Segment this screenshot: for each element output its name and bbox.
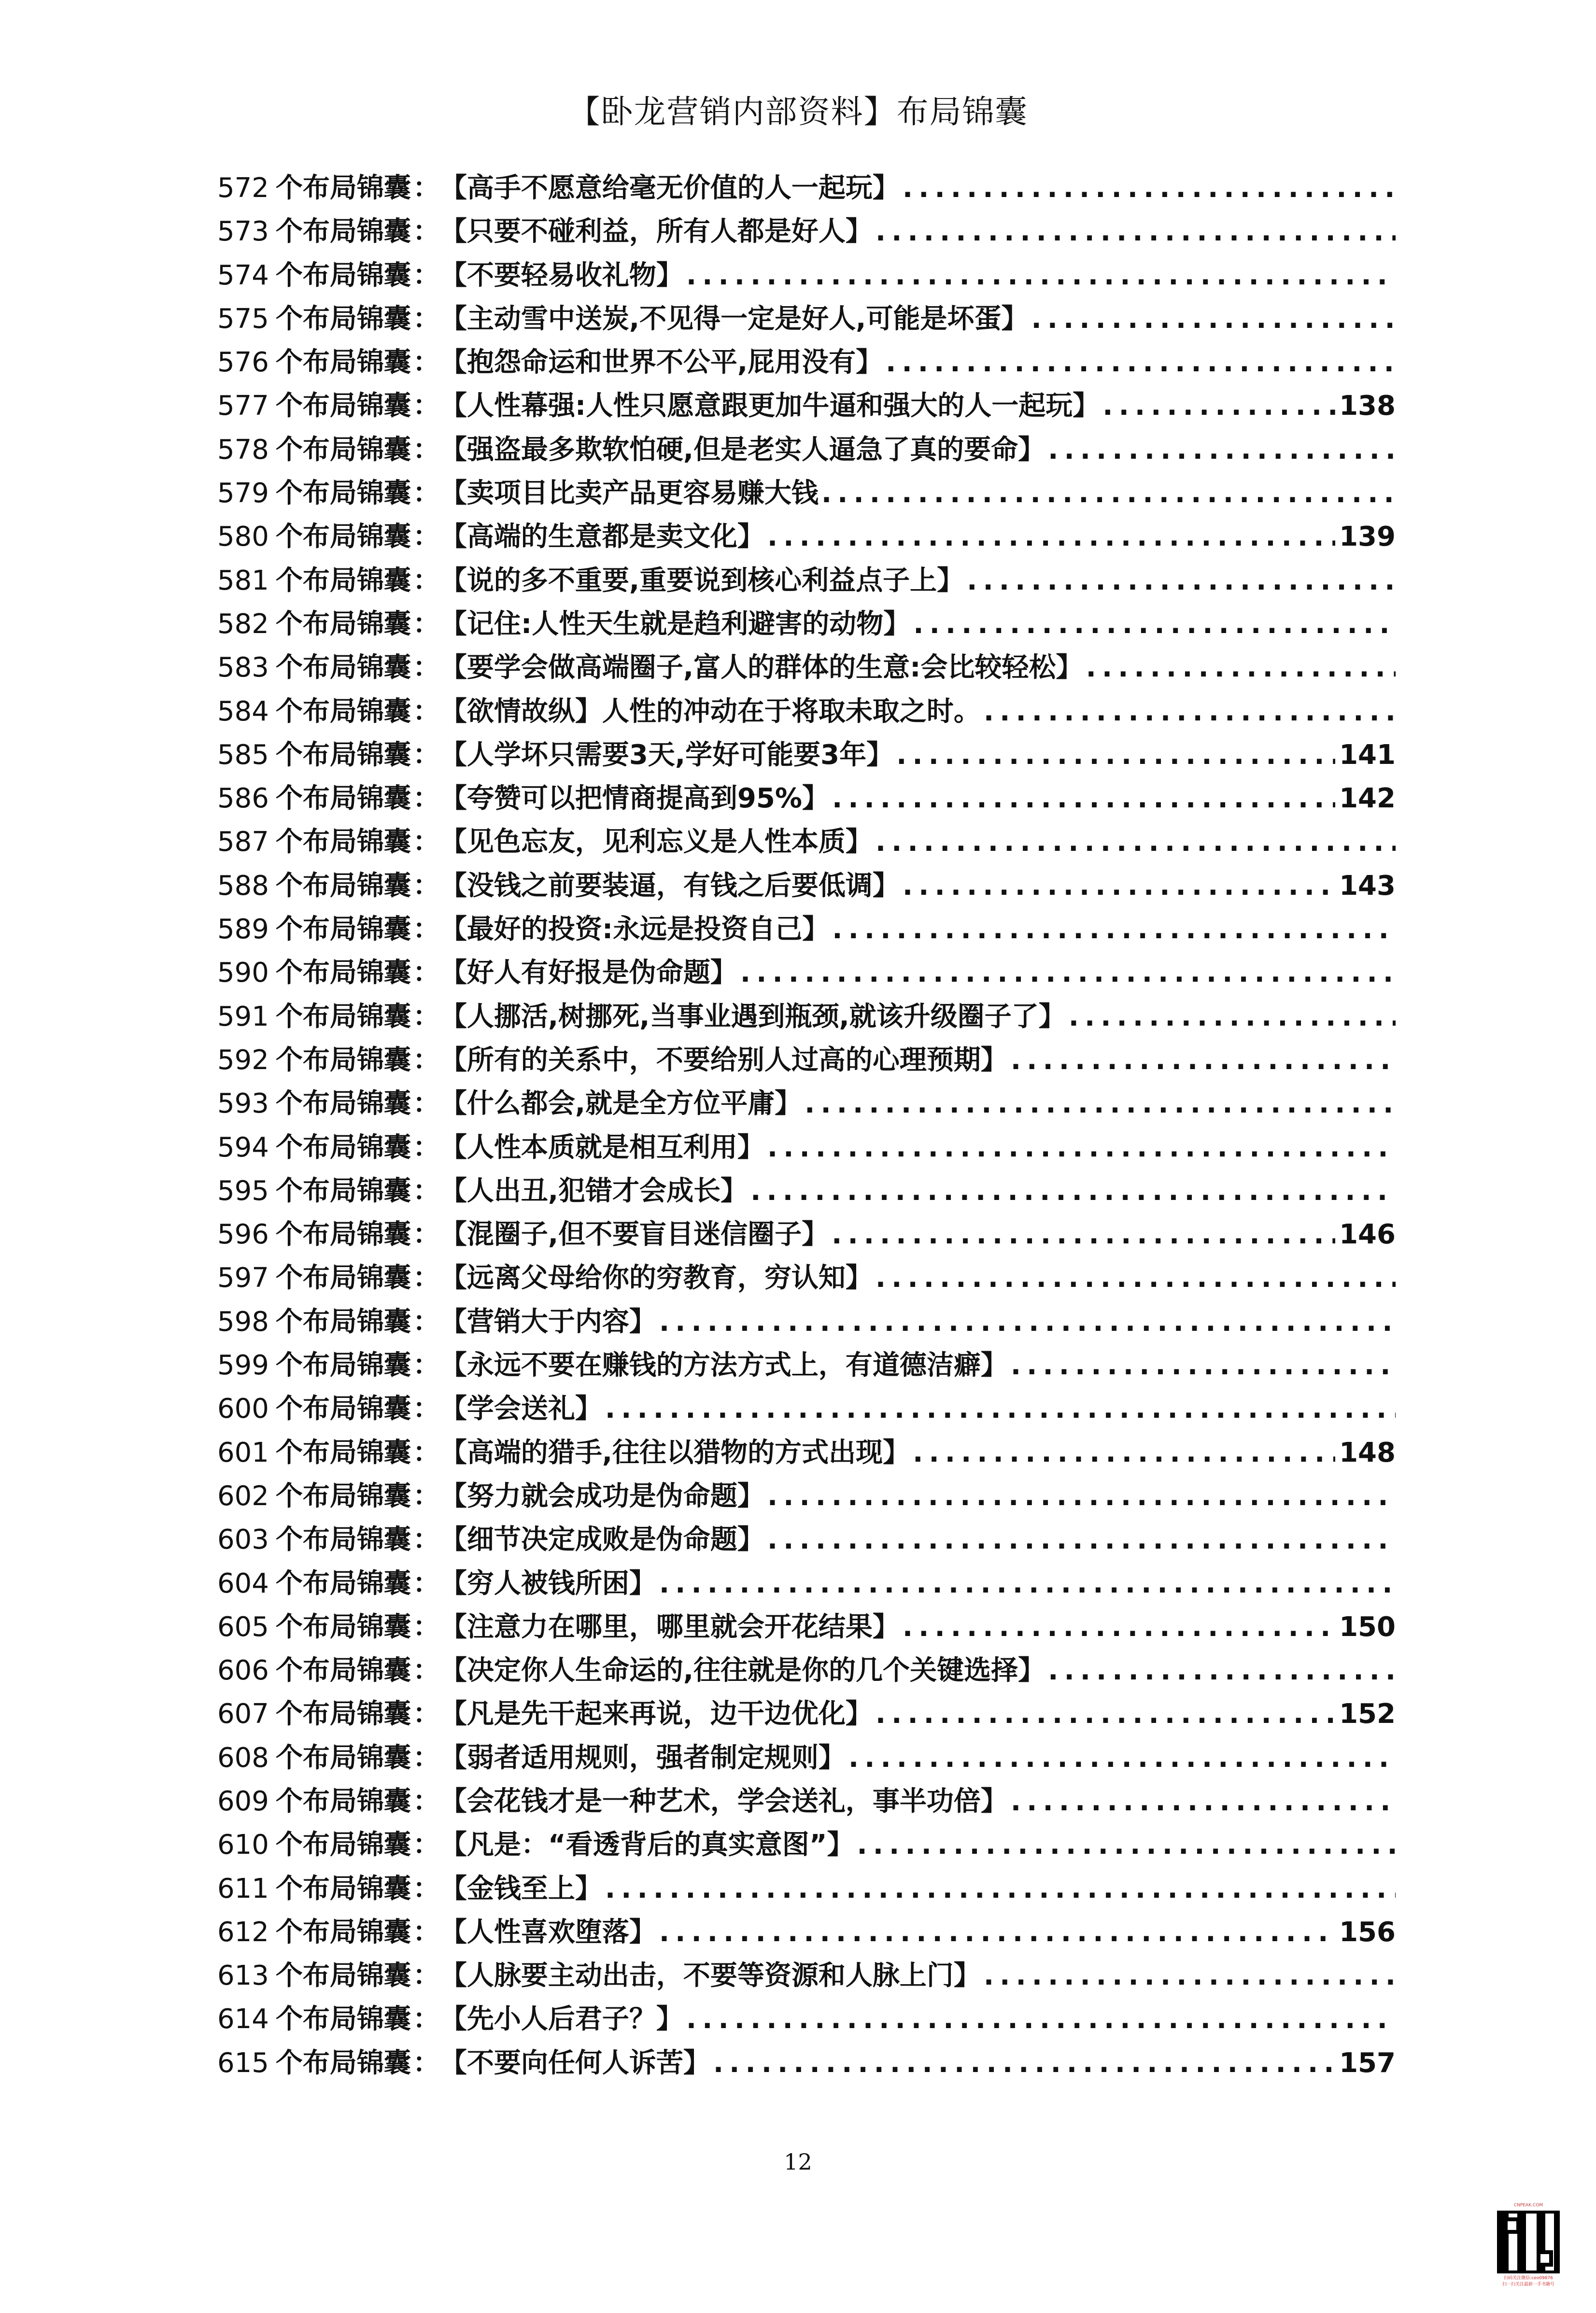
- toc-entry-number: 585: [217, 739, 269, 771]
- toc-entry-title: 【人挪活,树挪死,当事业遇到瓶颈,就该升级圈子了】: [439, 1001, 1066, 1032]
- toc-dot-leader: [767, 1475, 1396, 1518]
- toc-entry-page: 157: [1339, 2047, 1396, 2079]
- toc-entry-number: 611: [217, 1873, 269, 1904]
- toc-entry-label: 个布局锦囊: [275, 2047, 411, 2079]
- toc-dot-leader: [1011, 1780, 1396, 1823]
- toc-entry-label: 个布局锦囊: [275, 1088, 411, 1120]
- toc-entry-separator: ：: [412, 1480, 440, 1512]
- toc-entry-separator: ：: [412, 1698, 440, 1730]
- toc-entry-number: 612: [217, 1916, 269, 1948]
- toc-entry-title: 【人学坏只需要3天,学好可能要3年】: [439, 739, 894, 771]
- toc-entry-label: 个布局锦囊: [275, 826, 411, 858]
- toc-entry-number: 590: [217, 957, 269, 989]
- toc-entry-title: 【永远不要在赚钱的方法方式上，有道德洁癖】: [439, 1350, 1008, 1382]
- toc-entry: [217, 1256, 1396, 1300]
- toc-dot-leader: [984, 1954, 1396, 1998]
- toc-entry-number: 583: [217, 652, 269, 684]
- toc-entry: [217, 1911, 1396, 1954]
- toc-dot-leader: [1031, 297, 1396, 341]
- toc-entry-label: 个布局锦囊: [275, 957, 411, 989]
- toc-entry-title: 【强盗最多欺软怕硬,但是老实人逼急了真的要命】: [439, 434, 1045, 465]
- toc-entry: [217, 428, 1396, 472]
- toc-entry-separator: ：: [412, 1611, 440, 1643]
- toc-entry: [217, 1170, 1396, 1213]
- toc-dot-leader: [605, 1387, 1396, 1431]
- toc-entry: [217, 1736, 1396, 1780]
- toc-entry-title: 【欲情故纵】人性的冲动在于将取未取之时。: [439, 695, 981, 727]
- toc-entry-number: 599: [217, 1350, 269, 1382]
- toc-entry-separator: ：: [412, 739, 440, 771]
- toc-dot-leader: [686, 254, 1396, 297]
- toc-entry-label: 个布局锦囊: [275, 1437, 411, 1468]
- toc-entry-label: 个布局锦囊: [275, 1785, 411, 1817]
- toc-entry-title: 【没钱之前要装逼，有钱之后要低调】: [439, 870, 900, 902]
- toc-entry-title: 【抱怨命运和世界不公平,屁用没有】: [439, 347, 883, 379]
- table-of-contents: [217, 167, 1396, 2085]
- toc-entry: [217, 1998, 1396, 2041]
- toc-entry-separator: ：: [412, 347, 440, 379]
- toc-entry-separator: ：: [412, 521, 440, 553]
- toc-dot-leader: [832, 1213, 1335, 1256]
- toc-entry-title: 【凡是先干起来再说，边干边优化】: [439, 1698, 873, 1730]
- toc-entry-title: 【细节决定成败是伪命题】: [439, 1524, 764, 1556]
- toc-entry-number: 609: [217, 1785, 269, 1817]
- toc-entry-separator: ：: [412, 2047, 440, 2079]
- toc-entry-label: 个布局锦囊: [275, 870, 411, 902]
- toc-entry-separator: ：: [412, 1960, 440, 1992]
- toc-entry: [217, 1344, 1396, 1387]
- toc-entry-title: 【高手不愿意给毫无价值的人一起玩】: [439, 172, 900, 204]
- toc-entry-separator: ：: [412, 1219, 440, 1251]
- toc-entry: [217, 1300, 1396, 1344]
- toc-entry: [217, 1431, 1396, 1475]
- qr-code-block: [1487, 2202, 1569, 2288]
- toc-entry-label: 个布局锦囊: [275, 1175, 411, 1207]
- toc-entry-number: 586: [217, 783, 269, 815]
- toc-entry-number: 615: [217, 2047, 269, 2079]
- toc-dot-leader: [767, 1518, 1396, 1562]
- toc-entry-number: 596: [217, 1219, 269, 1251]
- toc-entry-separator: ：: [412, 1262, 440, 1294]
- toc-entry: [217, 1082, 1396, 1126]
- toc-entry-title: 【弱者适用规则，强者制定规则】: [439, 1742, 846, 1774]
- toc-entry-number: 589: [217, 914, 269, 945]
- page-header: 【卧龙营销内部资料】布局锦囊: [568, 93, 1028, 130]
- toc-entry-separator: ：: [412, 1175, 440, 1207]
- toc-entry-title: 【卖项目比卖产品更容易赚大钱: [439, 478, 819, 509]
- toc-entry-title: 【人脉要主动出击，不要等资源和人脉上门】: [439, 1960, 981, 1992]
- toc-entry: [217, 1780, 1396, 1823]
- toc-entry-separator: ：: [412, 1001, 440, 1032]
- toc-entry-number: 595: [217, 1175, 269, 1207]
- toc-entry-separator: ：: [412, 870, 440, 902]
- toc-entry-separator: ：: [412, 1350, 440, 1382]
- toc-dot-leader: [750, 1170, 1396, 1213]
- toc-entry-label: 个布局锦囊: [275, 1306, 411, 1338]
- toc-dot-leader: [903, 1606, 1335, 1649]
- toc-entry-page: 139: [1339, 521, 1396, 553]
- toc-entry-page: 138: [1339, 390, 1396, 422]
- toc-entry-title: 【金钱至上】: [439, 1873, 602, 1904]
- toc-entry-title: 【努力就会成功是伪命题】: [439, 1480, 764, 1512]
- toc-entry-label: 个布局锦囊: [275, 1001, 411, 1032]
- toc-entry-number: 602: [217, 1480, 269, 1512]
- toc-dot-leader: [1069, 995, 1396, 1039]
- toc-entry: [217, 167, 1396, 210]
- toc-dot-leader: [1011, 1344, 1396, 1387]
- toc-entry: [217, 951, 1396, 995]
- toc-entry-page: 150: [1339, 1611, 1396, 1643]
- toc-entry: [217, 559, 1396, 603]
- toc-entry-separator: ：: [412, 1873, 440, 1904]
- toc-dot-leader: [1048, 428, 1396, 472]
- toc-dot-leader: [659, 1300, 1396, 1344]
- toc-entry-title: 【注意力在哪里，哪里就会开花结果】: [439, 1611, 900, 1643]
- toc-entry-separator: ：: [412, 564, 440, 596]
- toc-entry-number: 579: [217, 478, 269, 509]
- toc-entry-number: 580: [217, 521, 269, 553]
- toc-entry-separator: ：: [412, 216, 440, 248]
- toc-entry-number: 607: [217, 1698, 269, 1730]
- toc-entry-number: 604: [217, 1567, 269, 1599]
- qr-site-label: CNPEAK.COM: [1513, 2203, 1543, 2208]
- toc-entry-title: 【说的多不重要,重要说到核心利益点子上】: [439, 564, 964, 596]
- toc-entry: [217, 210, 1396, 254]
- toc-entry-number: 577: [217, 390, 269, 422]
- toc-entry-label: 个布局锦囊: [275, 652, 411, 684]
- toc-dot-leader: [967, 559, 1396, 603]
- toc-dot-leader: [876, 1256, 1396, 1300]
- toc-entry-number: 575: [217, 303, 269, 335]
- toc-entry-page: 142: [1339, 783, 1396, 815]
- toc-entry-number: 606: [217, 1655, 269, 1687]
- toc-entry: [217, 254, 1396, 297]
- toc-entry: [217, 472, 1396, 515]
- toc-entry-label: 个布局锦囊: [275, 1524, 411, 1556]
- toc-dot-leader: [686, 1998, 1396, 2041]
- toc-entry-label: 个布局锦囊: [275, 2003, 411, 2035]
- toc-entry: [217, 1475, 1396, 1518]
- toc-entry-label: 个布局锦囊: [275, 1044, 411, 1076]
- toc-entry-title: 【什么都会,就是全方位平庸】: [439, 1088, 802, 1120]
- toc-entry: [217, 995, 1396, 1039]
- toc-entry: [217, 1867, 1396, 1911]
- toc-entry-number: 614: [217, 2003, 269, 2035]
- toc-entry-title: 【远离父母给你的穷教育，穷认知】: [439, 1262, 873, 1294]
- toc-entry-separator: ：: [412, 1655, 440, 1687]
- toc-entry-label: 个布局锦囊: [275, 1480, 411, 1512]
- toc-entry: [217, 1213, 1396, 1256]
- toc-entry: [217, 646, 1396, 690]
- toc-dot-leader: [903, 864, 1335, 908]
- toc-entry-separator: ：: [412, 1524, 440, 1556]
- toc-entry-title: 【凡是：“看透背后的真实意图”】: [439, 1829, 854, 1861]
- toc-entry-label: 个布局锦囊: [275, 1916, 411, 1948]
- toc-entry-title: 【人性喜欢堕落】: [439, 1916, 656, 1948]
- toc-entry-label: 个布局锦囊: [275, 1219, 411, 1251]
- toc-entry-label: 个布局锦囊: [275, 914, 411, 945]
- toc-dot-leader: [767, 1126, 1396, 1170]
- toc-entry-page: 148: [1339, 1437, 1396, 1468]
- toc-entry-number: 594: [217, 1131, 269, 1163]
- toc-entry-number: 603: [217, 1524, 269, 1556]
- toc-dot-leader: [896, 733, 1335, 777]
- toc-entry-label: 个布局锦囊: [275, 1611, 411, 1643]
- toc-entry-separator: ：: [412, 1916, 440, 1948]
- toc-entry-separator: ：: [412, 1393, 440, 1425]
- toc-entry: [217, 1954, 1396, 1998]
- toc-entry-title: 【人性幕强:人性只愿意跟更加牛逼和强大的人一起玩】: [439, 390, 1100, 422]
- toc-entry-title: 【人出丑,犯错才会成长】: [439, 1175, 748, 1207]
- toc-entry-page: 146: [1339, 1219, 1396, 1251]
- toc-dot-leader: [832, 908, 1396, 951]
- toc-entry-number: 605: [217, 1611, 269, 1643]
- toc-entry-label: 个布局锦囊: [275, 1350, 411, 1382]
- toc-entry: [217, 1039, 1396, 1082]
- toc-entry-label: 个布局锦囊: [275, 1655, 411, 1687]
- toc-entry-page: 141: [1339, 739, 1396, 771]
- toc-entry-number: 574: [217, 259, 269, 291]
- toc-entry-title: 【不要向任何人诉苦】: [439, 2047, 710, 2079]
- toc-dot-leader: [1102, 384, 1335, 428]
- toc-entry-title: 【决定你人生命运的,往往就是你的几个关键选择】: [439, 1655, 1045, 1687]
- toc-entry-separator: ：: [412, 1088, 440, 1120]
- toc-entry-title: 【最好的投资:永远是投资自己】: [439, 914, 830, 945]
- toc-entry-label: 个布局锦囊: [275, 521, 411, 553]
- toc-entry: [217, 2042, 1396, 2085]
- toc-entry-label: 个布局锦囊: [275, 608, 411, 640]
- toc-entry-number: 584: [217, 695, 269, 727]
- toc-entry-page: 156: [1339, 1916, 1396, 1948]
- toc-entry-title: 【要学会做高端圈子,富人的群体的生意:会比较轻松】: [439, 652, 1083, 684]
- toc-entry-title: 【不要轻易收礼物】: [439, 259, 683, 291]
- toc-entry: [217, 820, 1396, 864]
- toc-entry-label: 个布局锦囊: [275, 434, 411, 465]
- toc-entry-separator: ：: [412, 1785, 440, 1817]
- toc-dot-leader: [876, 210, 1396, 254]
- toc-entry-title: 【混圈子,但不要盲目迷信圈子】: [439, 1219, 829, 1251]
- toc-dot-leader: [713, 2042, 1335, 2085]
- toc-entry-label: 个布局锦囊: [275, 695, 411, 727]
- toc-dot-leader: [1011, 1039, 1396, 1082]
- toc-entry-separator: ：: [412, 608, 440, 640]
- toc-entry-title: 【穷人被钱所困】: [439, 1567, 656, 1599]
- toc-entry-number: 576: [217, 347, 269, 379]
- toc-dot-leader: [767, 515, 1335, 559]
- toc-entry-label: 个布局锦囊: [275, 1829, 411, 1861]
- toc-entry-label: 个布局锦囊: [275, 1262, 411, 1294]
- toc-entry-separator: ：: [412, 914, 440, 945]
- toc-entry: [217, 1518, 1396, 1562]
- toc-dot-leader: [821, 472, 1396, 515]
- toc-dot-leader: [659, 1562, 1396, 1606]
- toc-entry: [217, 341, 1396, 384]
- toc-entry-title: 【学会送礼】: [439, 1393, 602, 1425]
- toc-entry: [217, 1823, 1396, 1867]
- toc-entry-title: 【人性本质就是相互利用】: [439, 1131, 764, 1163]
- toc-entry-separator: ：: [412, 259, 440, 291]
- toc-dot-leader: [886, 341, 1396, 384]
- toc-entry-separator: ：: [412, 2003, 440, 2035]
- toc-entry: [217, 1649, 1396, 1692]
- toc-entry-number: 608: [217, 1742, 269, 1774]
- toc-entry-separator: ：: [412, 1306, 440, 1338]
- toc-entry-separator: ：: [412, 478, 440, 509]
- toc-entry-number: 578: [217, 434, 269, 465]
- toc-entry-separator: ：: [412, 303, 440, 335]
- toc-entry-separator: ：: [412, 172, 440, 204]
- toc-dot-leader: [913, 603, 1396, 646]
- toc-entry-title: 【记住:人性天生就是趋利避害的动物】: [439, 608, 911, 640]
- toc-entry-separator: ：: [412, 1044, 440, 1076]
- toc-entry-title: 【会花钱才是一种艺术，学会送礼，事半功倍】: [439, 1785, 1008, 1817]
- toc-entry-number: 573: [217, 216, 269, 248]
- toc-entry-number: 588: [217, 870, 269, 902]
- toc-entry-number: 597: [217, 1262, 269, 1294]
- toc-entry-title: 【夸赞可以把情商提高到95%】: [439, 783, 829, 815]
- toc-entry-label: 个布局锦囊: [275, 1567, 411, 1599]
- qr-code-icon: [1497, 2211, 1560, 2273]
- toc-entry-number: 582: [217, 608, 269, 640]
- toc-entry: [217, 1562, 1396, 1606]
- toc-dot-leader: [1086, 646, 1396, 690]
- toc-entry: [217, 864, 1396, 908]
- toc-entry-number: 601: [217, 1437, 269, 1468]
- toc-entry-title: 【好人有好报是伪命题】: [439, 957, 737, 989]
- toc-entry-separator: ：: [412, 652, 440, 684]
- toc-dot-leader: [903, 167, 1396, 210]
- toc-entry-number: 610: [217, 1829, 269, 1861]
- toc-entry-label: 个布局锦囊: [275, 1873, 411, 1904]
- toc-entry: [217, 733, 1396, 777]
- toc-entry: [217, 1692, 1396, 1736]
- toc-entry: [217, 777, 1396, 820]
- toc-entry-title: 【高端的猎手,往往以猎物的方式出现】: [439, 1437, 910, 1468]
- toc-entry-label: 个布局锦囊: [275, 783, 411, 815]
- toc-entry-label: 个布局锦囊: [275, 1131, 411, 1163]
- toc-entry-label: 个布局锦囊: [275, 564, 411, 596]
- toc-dot-leader: [1048, 1649, 1396, 1692]
- toc-entry-page: 143: [1339, 870, 1396, 902]
- toc-dot-leader: [605, 1867, 1396, 1911]
- toc-entry-number: 598: [217, 1306, 269, 1338]
- toc-entry-number: 592: [217, 1044, 269, 1076]
- toc-entry-label: 个布局锦囊: [275, 739, 411, 771]
- toc-entry-separator: ：: [412, 1742, 440, 1774]
- toc-entry-label: 个布局锦囊: [275, 303, 411, 335]
- toc-dot-leader: [876, 820, 1396, 864]
- toc-entry-number: 587: [217, 826, 269, 858]
- toc-entry: [217, 384, 1396, 428]
- toc-entry-separator: ：: [412, 826, 440, 858]
- toc-entry-title: 【营销大于内容】: [439, 1306, 656, 1338]
- toc-entry-label: 个布局锦囊: [275, 1393, 411, 1425]
- toc-entry-number: 593: [217, 1088, 269, 1120]
- toc-dot-leader: [876, 1692, 1335, 1736]
- toc-entry-separator: ：: [412, 1131, 440, 1163]
- toc-entry: [217, 515, 1396, 559]
- toc-dot-leader: [832, 777, 1335, 820]
- toc-dot-leader: [740, 951, 1396, 995]
- qr-caption-2: 扫一扫关注最新一手书籍号: [1502, 2282, 1554, 2287]
- toc-entry-separator: ：: [412, 434, 440, 465]
- toc-entry-number: 572: [217, 172, 269, 204]
- toc-entry-label: 个布局锦囊: [275, 172, 411, 204]
- toc-entry-label: 个布局锦囊: [275, 1698, 411, 1730]
- toc-entry-number: 600: [217, 1393, 269, 1425]
- toc-dot-leader: [848, 1736, 1396, 1780]
- toc-entry-number: 581: [217, 564, 269, 596]
- toc-entry-number: 591: [217, 1001, 269, 1032]
- toc-entry-label: 个布局锦囊: [275, 478, 411, 509]
- toc-entry: [217, 297, 1396, 341]
- toc-entry-label: 个布局锦囊: [275, 1960, 411, 1992]
- toc-entry: [217, 1606, 1396, 1649]
- toc-entry-separator: ：: [412, 783, 440, 815]
- toc-entry: [217, 690, 1396, 733]
- toc-entry-separator: ：: [412, 1829, 440, 1861]
- toc-entry-label: 个布局锦囊: [275, 347, 411, 379]
- toc-entry-title: 【高端的生意都是卖文化】: [439, 521, 764, 553]
- toc-entry-title: 【先小人后君子？】: [439, 2003, 683, 2035]
- toc-entry-label: 个布局锦囊: [275, 259, 411, 291]
- toc-entry: [217, 908, 1396, 951]
- toc-entry-page: 152: [1339, 1698, 1396, 1730]
- toc-entry: [217, 1126, 1396, 1170]
- toc-entry-label: 个布局锦囊: [275, 1742, 411, 1774]
- toc-dot-leader: [984, 690, 1396, 733]
- toc-entry-label: 个布局锦囊: [275, 390, 411, 422]
- toc-entry-separator: ：: [412, 695, 440, 727]
- toc-dot-leader: [659, 1911, 1335, 1954]
- toc-dot-leader: [913, 1431, 1335, 1475]
- toc-entry-separator: ：: [412, 1567, 440, 1599]
- toc-entry-number: 613: [217, 1960, 269, 1992]
- toc-entry-title: 【所有的关系中，不要给别人过高的心理预期】: [439, 1044, 1008, 1076]
- toc-entry-separator: ：: [412, 957, 440, 989]
- page-number: 12: [784, 2149, 812, 2175]
- toc-entry-separator: ：: [412, 1437, 440, 1468]
- toc-entry: [217, 1387, 1396, 1431]
- toc-dot-leader: [857, 1823, 1396, 1867]
- toc-entry-title: 【主动雪中送炭,不见得一定是好人,可能是坏蛋】: [439, 303, 1029, 335]
- toc-dot-leader: [805, 1082, 1396, 1126]
- toc-entry-title: 【只要不碰利益，所有人都是好人】: [439, 216, 873, 248]
- qr-caption-1: 扫码关注微信:ceo09876: [1504, 2276, 1553, 2281]
- toc-entry-title: 【见色忘友，见利忘义是人性本质】: [439, 826, 873, 858]
- toc-entry: [217, 603, 1396, 646]
- toc-entry-separator: ：: [412, 390, 440, 422]
- toc-entry-label: 个布局锦囊: [275, 216, 411, 248]
